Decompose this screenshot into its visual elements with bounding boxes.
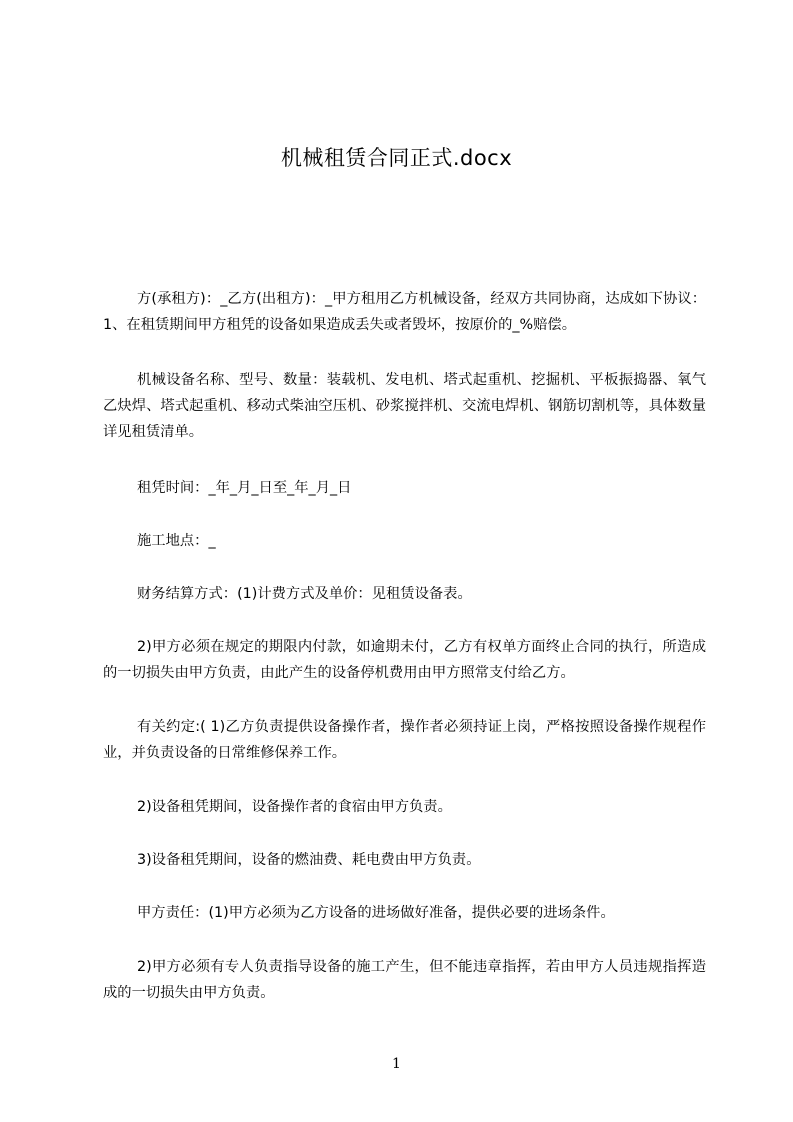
paragraph-payment-terms: 2)甲方必须在规定的期限内付款，如逾期未付，乙方有权单方面终止合同的执行，所造成的一切损失由甲方负责，由此产生的设备停机费用由甲方照常支付给乙方。 [103, 639, 706, 681]
paragraph-agreements-lodging: 2)设备租凭期间，设备操作者的食宿由甲方负责。 [137, 799, 452, 815]
page-number: 1 [392, 1056, 401, 1072]
paragraph-agreements-fuel: 3)设备租凭期间，设备的燃油费、耗电费由甲方负责。 [137, 852, 481, 868]
paragraph-party-a-duty-supervision: 2)甲方必须有专人负责指导设备的施工产生，但不能违章指挥，若由甲方人员违规指挥造成的一切损失由甲方负责。 [103, 959, 706, 1001]
paragraph-construction-site: 施工地点：_ [137, 533, 216, 549]
paragraph-parties: 方(承租方)：_乙方(出租方)：_甲方租用乙方机械设备，经双方共同协商，达成如下协议：1、在租赁期间甲方租凭的设备如果造成丢失或者毁坏，按原价的_%赔偿。 [103, 291, 706, 333]
document-title: 机械租赁合同正式.docx [280, 146, 513, 170]
paragraph-party-a-duty-site: 甲方责任：(1)甲方必须为乙方设备的进场做好准备，提供必要的进场条件。 [137, 905, 615, 921]
paragraph-agreements-operator: 有关约定:( 1)乙方负责提供设备操作者，操作者必须持证上岗，严格按照设备操作规程作业，并负责设备的日常维修保养工作。 [103, 719, 706, 761]
paragraph-equipment-list: 机械设备名称、型号、数量：装载机、发电机、塔式起重机、挖掘机、平板振捣器、氧气乙炔焊、塔式起重机、移动式柴油空压机、砂浆搅拌机、交流电焊机、钢筋切割机等，具体数量详见租赁清单。 [103, 372, 706, 440]
paragraph-settlement-method: 财务结算方式：(1)计费方式及单价：见租赁设备表。 [137, 586, 472, 602]
paragraph-rental-period: 租凭时间：_年_月_日至_年_月_日 [137, 480, 352, 496]
